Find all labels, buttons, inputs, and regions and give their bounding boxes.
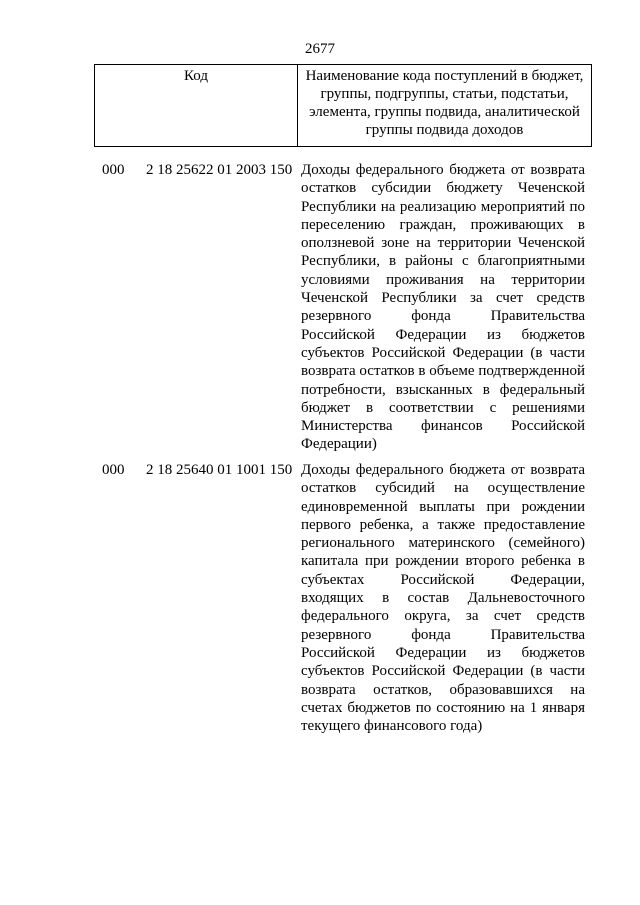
row-admin-code: 000	[102, 462, 125, 478]
page-number: 2677	[305, 41, 335, 57]
row-income-code: 2 18 25640 01 1001 150	[146, 462, 293, 478]
row-income-code: 2 18 25622 01 2003 150	[146, 162, 293, 178]
row-description: Доходы федерального бюджета от возврата остатков субсидий на осуществление единовременной выплаты при рождении первого ребенка, а также предоставление регионального материнского (семейного) капитала при рождении второго ребенка в субъектах Российской Федерации, входящих в состав Дальневосточного федерального округа, за счет средств резервного фонда Правительства Российской Федерации из бюджетов субъектов Российской Федерации (в части возврата остатков, образовавшихся на счетах бюджетов по состоянию на 1 января текущего финансового года)	[301, 462, 585, 735]
header-name-column: Наименование кода поступлений в бюджет, группы, подгруппы, статьи, подстатьи, элемента, группы подвида, аналитической группы подвида доходов	[305, 68, 584, 138]
row-description: Доходы федерального бюджета от возврата остатков субсидии бюджету Чеченской Республики на реализацию мероприятий по переселению граждан, проживающих в оползневой зоне на территории Чеченской Республики, в районы с благоприятными условиями проживания на территории Чеченской Республики за счет средств резервного фонда Правительства Российской Федерации из бюджетов субъектов Российской Федерации (в части возврата остатков в объеме подтвержденной потребности, взысканных в федеральный бюджет в соответствии с решениями Министерства финансов Российской Федерации)	[301, 162, 585, 453]
table-header	[94, 64, 592, 147]
row-admin-code: 000	[102, 162, 125, 178]
header-code-column: Код	[95, 65, 298, 146]
